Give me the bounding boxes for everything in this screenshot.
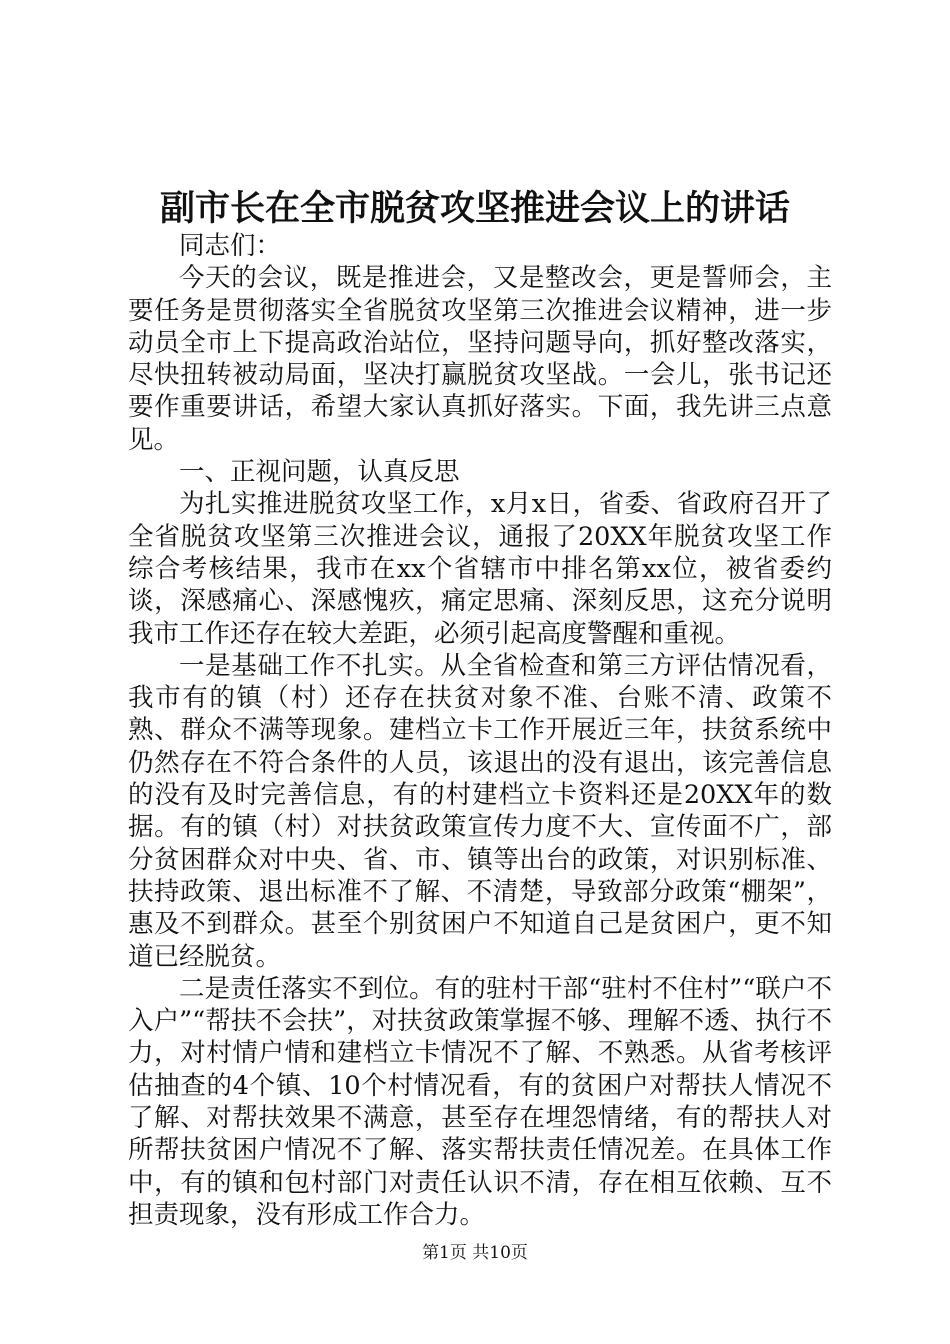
body-paragraph: 为扎实推进脱贫攻坚工作，x月x日，省委、省政府召开了全省脱贫攻坚第三次推进会议，通报了20XX年脱贫攻坚工作综合考核结果，我市在xx个省辖市中排名第xx位，被省委约谈，深感痛心、深感愧疚，痛定思痛、深刻反思，这充分说明我市工作还存在较大差距，必须引起高度警醒和重视。 (128, 489, 832, 649)
document-body (128, 230, 832, 1231)
section-heading: 一、正视问题，认真反思 (179, 457, 460, 488)
document-title: 副市长在全市脱贫攻坚推进会议上的讲话 (159, 188, 790, 229)
body-paragraph: 二是责任落实不到位。有的驻村干部“驻村不住村”“联户不入户”“帮扶不会扶”，对扶贫政策掌握不够、理解不透、执行不力，对村情户情和建档立卡情况不了解、不熟悉。从省考核评估抽查的4个镇、10个村情况看，有的贫困户对帮扶人情况不了解、对帮扶效果不满意，甚至存在埋怨情绪，有的帮扶人对所帮扶贫困户情况不了解、落实帮扶责任情况差。在具体工作中，有的镇和包村部门对责任认识不清，存在相互依赖、互不担责现象，没有形成工作合力。 (128, 973, 832, 1230)
page-number-footer: 第1页 共10页 (422, 1243, 528, 1263)
body-paragraph: 一是基础工作不扎实。从全省检查和第三方评估情况看，我市有的镇（村）还存在扶贫对象不准、台账不清、政策不熟、群众不满等现象。建档立卡工作开展近三年，扶贫系统中仍然存在不符合条件的人员，该退出的没有退出，该完善信息的没有及时完善信息，有的村建档立卡资料还是20XX年的数据。有的镇（村）对扶贫政策宣传力度不大、宣传面不广，部分贫困群众对中央、省、市、镇等出台的政策，对识别标准、扶持政策、退出标准不了解、不清楚，导致部分政策“棚架”，惠及不到群众。甚至个别贫困户不知道自己是贫困户，更不知道已经脱贫。 (128, 650, 832, 972)
salutation-paragraph: 同志们： (179, 231, 282, 261)
body-paragraph: 今天的会议，既是推进会，又是整改会，更是誓师会，主要任务是贯彻落实全省脱贫攻坚第三次推进会议精神，进一步动员全市上下提高政治站位，坚持问题导向，抓好整改落实，尽快扭转被动局面，坚决打赢脱贫攻坚战。一会儿，张书记还要作重要讲话，希望大家认真抓好落实。下面，我先讲三点意见。 (128, 263, 832, 455)
